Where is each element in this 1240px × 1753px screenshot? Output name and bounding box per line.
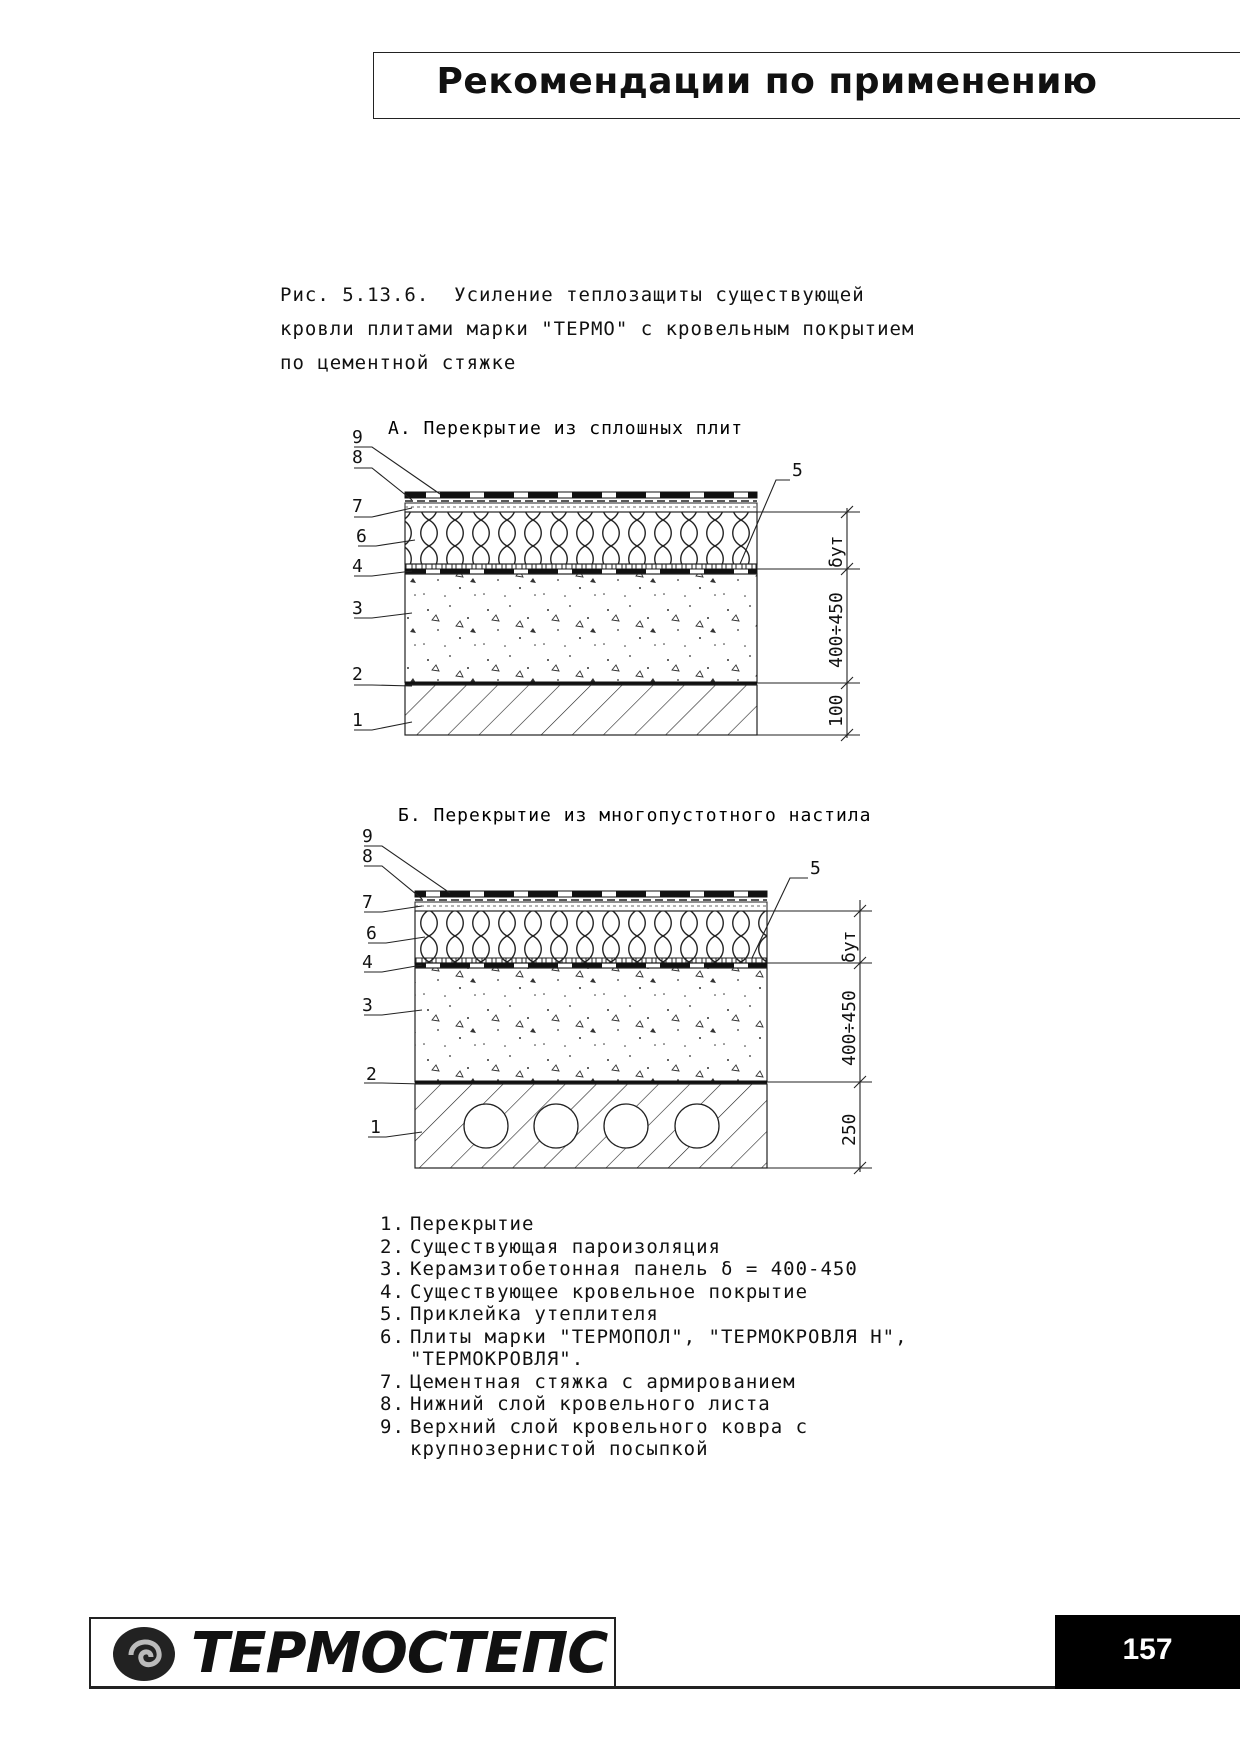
legend-item: 8. Нижний слой кровельного листа	[380, 1393, 771, 1415]
legend-item: 6. Плиты марки "ТЕРМОПОЛ", "ТЕРМОКРОВЛЯ Н",	[380, 1325, 908, 1348]
page-number: 157	[1122, 1633, 1173, 1666]
a-layer-5	[405, 564, 757, 569]
legend-item: 3. Керамзитобетонная панель δ = 400-450	[380, 1258, 858, 1280]
a-layer-6	[405, 512, 757, 564]
a-label-2: 2	[352, 664, 363, 685]
a-layer-4	[405, 569, 757, 574]
a-dim-insulation: δут	[826, 535, 847, 568]
a-label-3: 3	[352, 598, 363, 619]
legend-item: 1. Перекрытие	[380, 1213, 535, 1235]
b-layer-9	[415, 891, 767, 897]
caption-line-3: по цементной стяжке	[280, 352, 517, 374]
b-dim-slab: 250	[839, 1113, 860, 1146]
b-layer-6	[415, 911, 767, 963]
a-label-5: 5	[792, 460, 803, 481]
b-label-2: 2	[366, 1064, 377, 1085]
b-label-1: 1	[370, 1117, 381, 1138]
b-dim-insulation: δут	[839, 930, 860, 963]
a-dim-slab: 100	[826, 694, 847, 727]
brand-logo	[89, 1617, 616, 1688]
legend-item-continuation: крупнозернистой посыпкой	[410, 1438, 709, 1460]
legend-item: 7. Цементная стяжка с армированием	[380, 1370, 796, 1393]
a-layer-9	[405, 492, 757, 498]
b-layer-3	[415, 968, 767, 1082]
b-layer-4	[415, 963, 767, 968]
swirl-logo-icon	[111, 1625, 177, 1683]
a-label-8: 8	[352, 447, 363, 468]
a-layer-3	[405, 574, 757, 683]
a-layer-1	[405, 685, 757, 735]
b-label-3: 3	[362, 995, 373, 1016]
legend-item-continuation: "ТЕРМОКРОВЛЯ".	[410, 1348, 585, 1370]
a-label-4: 4	[352, 556, 363, 577]
b-label-7: 7	[362, 892, 373, 913]
a-label-1: 1	[352, 710, 363, 731]
b-layer-5	[415, 958, 767, 963]
b-label-6: 6	[366, 923, 377, 944]
caption-line-2: кровли плитами марки "ТЕРМО" с кровельным покрытием	[280, 318, 915, 340]
legend-list	[380, 1213, 908, 1461]
page-title: Рекомендации по применению	[436, 61, 1098, 102]
a-label-9: 9	[352, 427, 363, 448]
b-label-4: 4	[362, 952, 373, 973]
b-label-8: 8	[362, 846, 373, 867]
b-label-9: 9	[362, 826, 373, 847]
a-dim-panel: 400÷450	[826, 592, 847, 668]
diagram-b-title: Б. Перекрытие из многопустотного настила	[398, 805, 872, 826]
a-label-7: 7	[352, 496, 363, 517]
a-label-6: 6	[356, 526, 367, 547]
legend-item: 2. Существующая пароизоляция	[380, 1235, 721, 1258]
brand-name: ТЕРМОСТЕПС	[191, 1621, 608, 1686]
legend-item: 5. Приклейка утеплителя	[380, 1303, 659, 1325]
page-number-box	[1055, 1615, 1240, 1689]
legend-item: 9. Верхний слой кровельного ковра с	[380, 1415, 809, 1438]
caption-line-1: Рис. 5.13.6. Усиление теплозащиты существующей	[280, 284, 865, 306]
diagram-a-title: А. Перекрытие из сплошных плит	[388, 418, 744, 439]
legend-item: 4. Существующее кровельное покрытие	[380, 1280, 809, 1303]
b-dim-panel: 400÷450	[839, 990, 860, 1066]
b-label-5: 5	[810, 858, 821, 879]
